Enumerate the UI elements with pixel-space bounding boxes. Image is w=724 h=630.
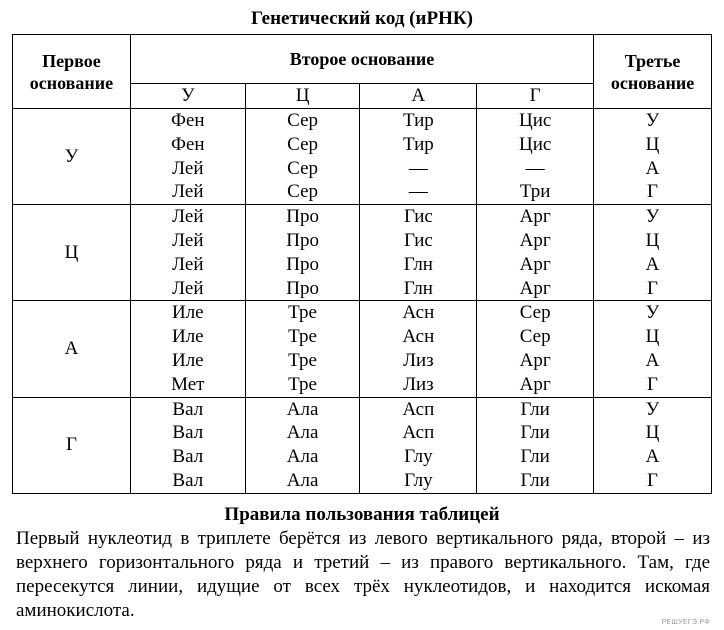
amino-acid: Цис xyxy=(518,133,552,155)
amino-acid-cell xyxy=(130,397,245,493)
amino-acid-cell xyxy=(477,109,594,205)
amino-acid: Сер xyxy=(287,181,319,203)
second-base-letter: Г xyxy=(477,84,594,109)
first-base-cell: А xyxy=(13,301,131,397)
amino-acid: Сер xyxy=(287,133,319,155)
first-base-header: Первое основание xyxy=(13,35,131,109)
second-base-letter: А xyxy=(360,84,477,109)
amino-acid: Про xyxy=(286,277,319,299)
third-base-cell xyxy=(594,109,712,205)
amino-acid-cell xyxy=(245,205,360,301)
amino-acid: Ала xyxy=(286,422,319,444)
codon-group-row xyxy=(13,205,712,301)
amino-acid: Арг xyxy=(519,373,551,395)
amino-acid: Арг xyxy=(519,253,551,275)
amino-acid: Глн xyxy=(403,277,433,299)
amino-acid: Про xyxy=(286,206,319,228)
amino-acid: Глу xyxy=(404,469,433,491)
amino-acid: Лей xyxy=(172,253,204,275)
amino-acid: Арг xyxy=(519,349,551,371)
amino-acid: Лиз xyxy=(403,349,434,371)
amino-acid: Фен xyxy=(170,110,205,131)
third-base-letter: А xyxy=(645,253,660,275)
amino-acid: Глу xyxy=(404,446,433,468)
amino-acid-cell xyxy=(245,109,360,205)
third-base-header: Третье основание xyxy=(594,35,712,109)
amino-acid: Гли xyxy=(520,446,550,468)
amino-acid: Сер xyxy=(519,302,551,324)
amino-acid: Про xyxy=(286,229,319,251)
amino-acid: Асн xyxy=(402,326,435,348)
amino-acid: — xyxy=(408,157,428,179)
third-base-letter: Ц xyxy=(645,229,660,251)
amino-acid: Арг xyxy=(519,229,551,251)
amino-acid-cell xyxy=(360,397,477,493)
amino-acid: Гли xyxy=(520,422,550,444)
amino-acid: Лей xyxy=(172,277,204,299)
amino-acid: Ала xyxy=(286,469,319,491)
rules-title: Правила пользования таблицей xyxy=(224,504,500,525)
amino-acid: Вал xyxy=(172,469,204,491)
amino-acid: Иле xyxy=(171,349,204,371)
second-base-letter: У xyxy=(130,84,245,109)
first-base-cell: Ц xyxy=(13,205,131,301)
amino-acid: Гли xyxy=(520,469,550,491)
rules-text: Первый нуклеотид в триплете берётся из левого вертикального ряда, второй – из верхнего горизонтального ряда и третий – из правого вертикального. Там, где пересекутся линии, идущие от всех трёх нуклеотидов, и находится искомая аминокислота. xyxy=(16,528,710,621)
first-base-cell: Г xyxy=(13,397,131,493)
amino-acid: Про xyxy=(286,253,319,275)
third-base-cell xyxy=(594,205,712,301)
amino-acid: Вал xyxy=(172,446,204,468)
third-base-letter: У xyxy=(645,398,660,420)
amino-acid: Тре xyxy=(288,349,317,371)
amino-acid-cell xyxy=(477,205,594,301)
amino-acid: — xyxy=(408,181,428,203)
third-base-letter: Г xyxy=(647,277,659,299)
amino-acid: Лей xyxy=(172,229,204,251)
third-base-letter: Г xyxy=(647,373,659,395)
amino-acid: — xyxy=(525,157,545,179)
genetic-code-table xyxy=(12,34,712,494)
amino-acid: Сер xyxy=(287,110,319,131)
amino-acid: Асп xyxy=(402,422,435,444)
codon-group-row xyxy=(13,109,712,205)
site-watermark: РЕШУЕГЭ.РФ xyxy=(661,619,710,626)
amino-acid: Фен xyxy=(170,133,205,155)
amino-acid: Лиз xyxy=(403,373,434,395)
amino-acid: Гис xyxy=(403,206,433,228)
codon-group-row xyxy=(13,301,712,397)
amino-acid: Асп xyxy=(402,398,435,420)
amino-acid: Тир xyxy=(402,110,434,131)
amino-acid: Гли xyxy=(520,398,550,420)
amino-acid: Глн xyxy=(403,253,433,275)
amino-acid: Гис xyxy=(403,229,433,251)
third-base-letter: Ц xyxy=(645,326,660,348)
amino-acid: Ала xyxy=(286,446,319,468)
amino-acid: Арг xyxy=(519,206,551,228)
amino-acid: Иле xyxy=(171,302,204,324)
amino-acid: Арг xyxy=(519,277,551,299)
third-base-letter: У xyxy=(645,302,660,324)
amino-acid: Вал xyxy=(172,422,204,444)
amino-acid: Цис xyxy=(518,110,552,131)
amino-acid: Тир xyxy=(402,133,434,155)
amino-acid: Тре xyxy=(288,326,317,348)
amino-acid: Лей xyxy=(172,181,204,203)
amino-acid-cell xyxy=(245,301,360,397)
third-base-letter: Ц xyxy=(645,133,660,155)
amino-acid-cell xyxy=(360,205,477,301)
amino-acid: Лей xyxy=(172,157,204,179)
amino-acid-cell xyxy=(130,205,245,301)
third-base-letter: Ц xyxy=(645,422,660,444)
amino-acid-cell xyxy=(477,301,594,397)
third-base-letter: У xyxy=(645,110,660,131)
amino-acid-cell xyxy=(360,109,477,205)
second-base-letter: Ц xyxy=(245,84,360,109)
second-base-header: Второе основание xyxy=(130,35,593,84)
first-base-cell: У xyxy=(13,109,131,205)
amino-acid: Мет xyxy=(171,373,205,395)
third-base-letter: Г xyxy=(647,181,659,203)
amino-acid: Асн xyxy=(402,302,435,324)
amino-acid: Лей xyxy=(172,206,204,228)
amino-acid: Иле xyxy=(171,326,204,348)
third-base-cell xyxy=(594,301,712,397)
amino-acid: Три xyxy=(519,181,551,203)
amino-acid-cell xyxy=(477,397,594,493)
third-base-cell xyxy=(594,397,712,493)
amino-acid-cell xyxy=(130,301,245,397)
amino-acid-cell xyxy=(130,109,245,205)
amino-acid-cell xyxy=(360,301,477,397)
third-base-letter: У xyxy=(645,206,660,228)
amino-acid: Сер xyxy=(519,326,551,348)
amino-acid-cell xyxy=(245,397,360,493)
third-base-letter: А xyxy=(645,446,660,468)
amino-acid: Тре xyxy=(288,302,317,324)
header-row xyxy=(13,35,712,84)
third-base-letter: Г xyxy=(647,469,659,491)
amino-acid: Вал xyxy=(172,398,204,420)
amino-acid: Тре xyxy=(288,373,317,395)
amino-acid: Сер xyxy=(287,157,319,179)
amino-acid: Ала xyxy=(286,398,319,420)
page-title: Генетический код (иРНК) xyxy=(251,8,473,29)
third-base-letter: А xyxy=(645,157,660,179)
codon-group-row xyxy=(13,397,712,493)
third-base-letter: А xyxy=(645,349,660,371)
